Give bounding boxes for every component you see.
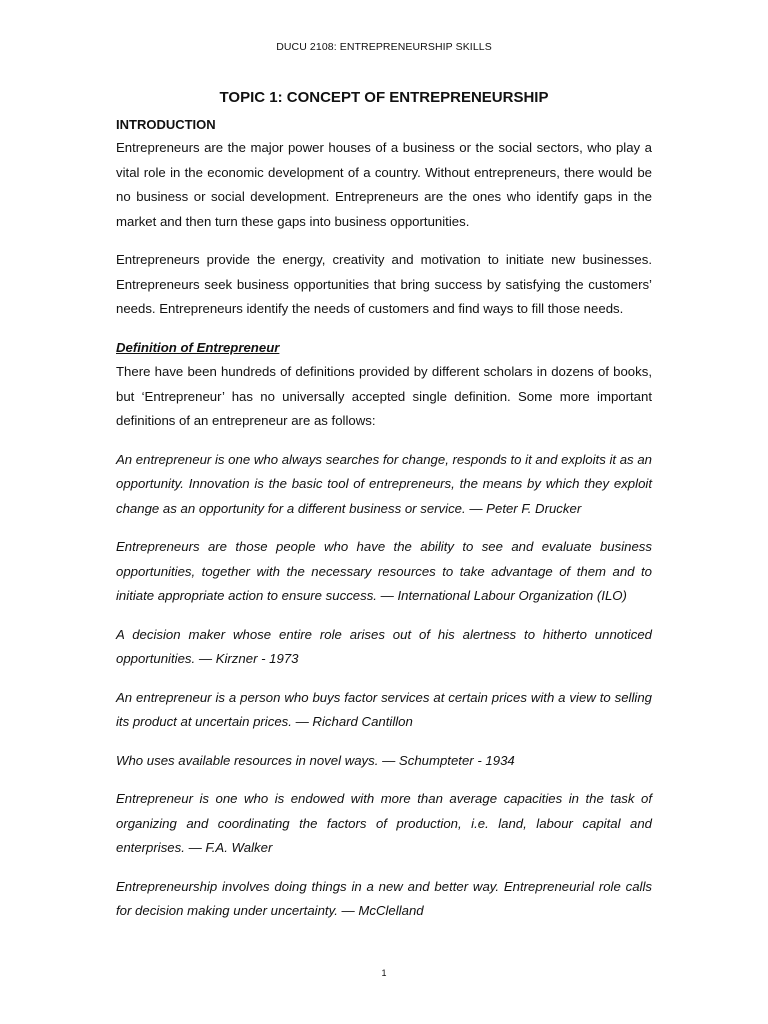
definition-quote: Entrepreneurs are those people who have the ability to see and evaluate business opportunities, together with the necessary resources to take advantage of them and to initiate appropriate action to ensure success. — International Labour Organization (ILO) xyxy=(116,539,652,603)
definition-heading: Definition of Entrepreneur xyxy=(116,339,280,355)
definition-quote: A decision maker whose entire role arises out of his alertness to hitherto unnoticed opportunities. — Kirzner - 1973 xyxy=(116,626,652,666)
definition-quote: An entrepreneur is one who always searches for change, responds to it and exploits it as an opportunity. Innovation is the basic tool of entrepreneurs, the means by which they exploit change as an opportunity for a different business or service. — Peter F. Drucker xyxy=(116,451,652,516)
page-number: 1 xyxy=(381,968,387,978)
definition-quote: An entrepreneur is a person who buys factor services at certain prices with a view to selling its product at uncertain prices. — Richard Cantillon xyxy=(116,689,652,729)
page-title: TOPIC 1: CONCEPT OF ENTREPRENEURSHIP xyxy=(219,89,549,106)
definition-intro: There have been hundreds of definitions provided by different scholars in dozens of books, but ‘Entrepreneur’ has no universally accepted single definition. Some more important definitions of an entrepreneur are as follows: xyxy=(116,364,652,428)
definition-quote: Entrepreneurship involves doing things in a new and better way. Entrepreneurial role calls for decision making under uncertainty. — McClelland xyxy=(116,878,652,918)
introduction-heading: INTRODUCTION xyxy=(116,117,216,132)
definition-quote: Who uses available resources in novel ways. — Schumpteter - 1934 xyxy=(116,752,515,768)
introduction-paragraph: Entrepreneurs are the major power houses of a business or the social sectors, who play a vital role in the economic development of a country. Without entrepreneurs, there would be no business or social development. Entrepreneurs are the ones who identify gaps in the market and then turn these gaps into business opportunities. xyxy=(116,140,652,229)
introduction-paragraph: Entrepreneurs provide the energy, creativity and motivation to initiate new businesses. Entrepreneurs seek business opportunities that bring success by satisfying the customers’ needs. Entrepreneurs identify the needs of customers and find ways to fill those needs. xyxy=(116,252,652,316)
definition-quote: Entrepreneur is one who is endowed with more than average capacities in the task of organizing and coordinating the factors of production, i.e. land, labour capital and enterprises. — F.A. Walker xyxy=(116,791,652,855)
page-content xyxy=(116,88,652,938)
running-header: DUCU 2108: ENTREPRENEURSHIP SKILLS xyxy=(276,41,492,53)
